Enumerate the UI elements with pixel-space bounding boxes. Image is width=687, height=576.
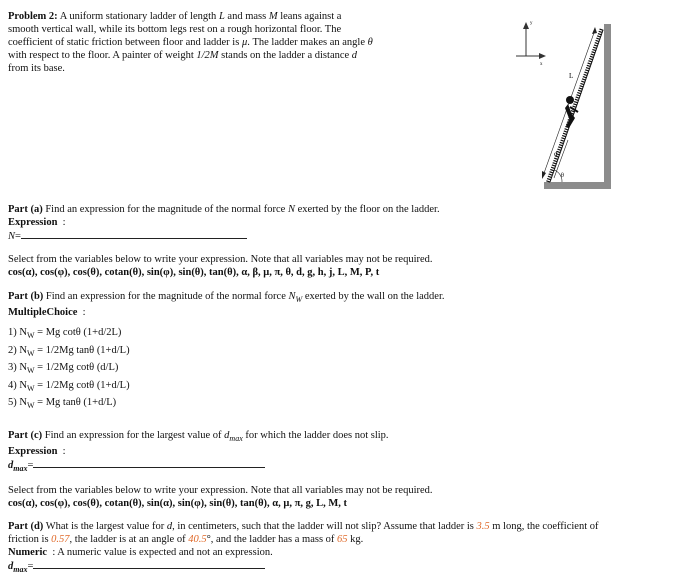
value-mu: 0.57 bbox=[51, 534, 70, 545]
part-a bbox=[8, 203, 648, 243]
label-d: d bbox=[554, 150, 558, 158]
choice-item[interactable] bbox=[8, 396, 308, 414]
choice-text: = Mg cotθ (1+d/2L) bbox=[34, 327, 122, 338]
var-N: N bbox=[287, 204, 295, 215]
separator: : bbox=[62, 217, 66, 228]
question-text: Find an expression for the largest value of bbox=[44, 430, 222, 441]
var-d: d bbox=[351, 50, 358, 61]
ladder-figure bbox=[510, 8, 630, 193]
problem-text: A uniform stationary ladder of length bbox=[59, 11, 217, 22]
question-text: for which the ladder does not slip. bbox=[245, 430, 389, 441]
equals: = bbox=[15, 231, 21, 242]
ladder bbox=[548, 28, 602, 182]
question-text: Find an expression for the magnitude of the normal force bbox=[45, 204, 286, 215]
answer-label: d bbox=[8, 460, 14, 472]
variables-list: cos(α), cos(φ), cos(θ), cotan(θ), sin(φ), sin(θ), tan(θ), α, β, μ, π, θ, d, g, h, j, L, M, P, t bbox=[8, 267, 380, 278]
label-theta: θ bbox=[561, 173, 564, 179]
problem-text: leans against a bbox=[280, 11, 342, 22]
question-text: , the ladder is at an angle of bbox=[69, 534, 186, 545]
label-L: L bbox=[569, 72, 574, 80]
value-mass: 65 bbox=[337, 534, 348, 545]
question-text: °, and the ladder has a mass of bbox=[206, 534, 335, 545]
answer-input-c[interactable] bbox=[33, 458, 265, 468]
choice-num: 3) N bbox=[8, 362, 27, 374]
axes-icon bbox=[516, 22, 546, 59]
variables-list: cos(α), cos(φ), cos(θ), cotan(θ), sin(α), sin(φ), sin(θ), tan(θ), α, μ, π, g, L, M, t bbox=[8, 498, 348, 509]
var-N: N bbox=[288, 291, 296, 302]
value-length: 3.5 bbox=[476, 521, 490, 532]
question-text: exerted by the wall on the ladder. bbox=[304, 291, 445, 302]
answer-input-a[interactable] bbox=[21, 229, 247, 239]
subscript: W bbox=[295, 295, 303, 305]
choice-num: 2) N bbox=[8, 344, 27, 356]
choice-sub: W bbox=[26, 401, 35, 411]
choice-list bbox=[8, 326, 308, 414]
variables-intro: Select from the variables below to write your expression. Note that all variables may not be required. bbox=[8, 254, 433, 265]
choice-sub: W bbox=[26, 331, 35, 341]
var-d: d bbox=[224, 430, 230, 441]
problem-text: with respect to the floor. A painter of weight bbox=[8, 50, 194, 61]
problem-statement bbox=[8, 10, 428, 75]
part-c-variables bbox=[8, 484, 648, 510]
answer-label: N bbox=[8, 231, 16, 242]
wall bbox=[604, 24, 611, 189]
answer-type: Expression bbox=[8, 446, 58, 458]
var-M: M bbox=[268, 11, 278, 22]
choice-num: 5) N bbox=[8, 397, 27, 409]
subscript: max bbox=[13, 464, 28, 474]
problem-text: stands on the ladder a distance bbox=[221, 50, 350, 61]
var-weight: 1/2M bbox=[196, 50, 219, 61]
answer-type: Expression bbox=[8, 217, 58, 228]
painter-icon bbox=[565, 96, 578, 128]
separator: : bbox=[62, 446, 66, 458]
problem-text: smooth vertical wall, while its bottom legs rest on a rough horizontal floor. The bbox=[8, 24, 342, 35]
question-text: kg. bbox=[350, 534, 364, 545]
axis-y-label: y bbox=[530, 21, 533, 26]
ladder-rail bbox=[550, 30, 603, 182]
subscript: max bbox=[229, 434, 243, 444]
equals: = bbox=[27, 460, 34, 472]
part-c-label: Part (c) bbox=[8, 430, 43, 441]
answer-type: Numeric bbox=[8, 547, 48, 558]
answer-type: MultipleChoice bbox=[8, 307, 78, 319]
question-text: Find an expression for the magnitude of the normal force bbox=[45, 291, 286, 302]
choice-num: 4) N bbox=[8, 379, 27, 391]
separator: : bbox=[82, 307, 86, 319]
var-L: L bbox=[218, 11, 225, 22]
problem-text: coefficient of static friction between floor and ladder is bbox=[8, 37, 240, 48]
answer-note: : A numeric value is expected and not an expression. bbox=[52, 547, 273, 558]
choice-sub: W bbox=[26, 366, 35, 376]
var-d: d bbox=[166, 521, 173, 532]
axis-x-label: x bbox=[540, 62, 543, 67]
choice-sub: W bbox=[26, 383, 35, 393]
answer-input-d[interactable] bbox=[33, 559, 265, 569]
var-mu: μ bbox=[241, 37, 248, 48]
part-b-label: Part (b) bbox=[8, 291, 44, 302]
problem-title: Problem 2: bbox=[8, 11, 58, 22]
question-text: friction is bbox=[8, 534, 49, 545]
part-b bbox=[8, 290, 648, 319]
part-a-variables bbox=[8, 253, 648, 279]
variables-intro: Select from the variables below to write your expression. Note that all variables may not be required. bbox=[8, 485, 433, 496]
subscript: max bbox=[13, 565, 28, 575]
choice-text: = 1/2Mg cotθ (d/L) bbox=[34, 362, 119, 374]
part-d bbox=[8, 520, 680, 576]
choice-text: = 1/2Mg cotθ (1+d/L) bbox=[34, 379, 130, 391]
question-text: exerted by the floor on the ladder. bbox=[297, 204, 440, 215]
choice-item[interactable] bbox=[8, 379, 308, 397]
problem-text: and mass bbox=[227, 11, 267, 22]
question-text: , in centimeters, such that the ladder will not slip? Assume that ladder is bbox=[172, 521, 474, 532]
answer-label: d bbox=[8, 561, 14, 572]
question-text: What is the largest value for bbox=[45, 521, 165, 532]
choice-sub: W bbox=[26, 348, 35, 358]
problem-text: . The ladder makes an angle bbox=[247, 37, 366, 48]
choice-text: = 1/2Mg tanθ (1+d/L) bbox=[34, 344, 130, 356]
choice-num: 1) N bbox=[8, 327, 27, 338]
choice-item[interactable] bbox=[8, 361, 308, 379]
part-a-label: Part (a) bbox=[8, 204, 43, 215]
choice-item[interactable] bbox=[8, 326, 308, 344]
var-theta: θ bbox=[367, 37, 373, 48]
question-text: m long, the coefficient of bbox=[492, 521, 599, 532]
choice-text: = Mg tanθ (1+d/L) bbox=[34, 397, 117, 409]
part-d-label: Part (d) bbox=[8, 521, 44, 532]
value-angle: 40.5 bbox=[188, 534, 207, 545]
problem-text: from its base. bbox=[8, 63, 65, 74]
choice-item[interactable] bbox=[8, 344, 308, 362]
equals: = bbox=[27, 561, 34, 572]
floor bbox=[544, 182, 611, 189]
part-c bbox=[8, 429, 648, 475]
